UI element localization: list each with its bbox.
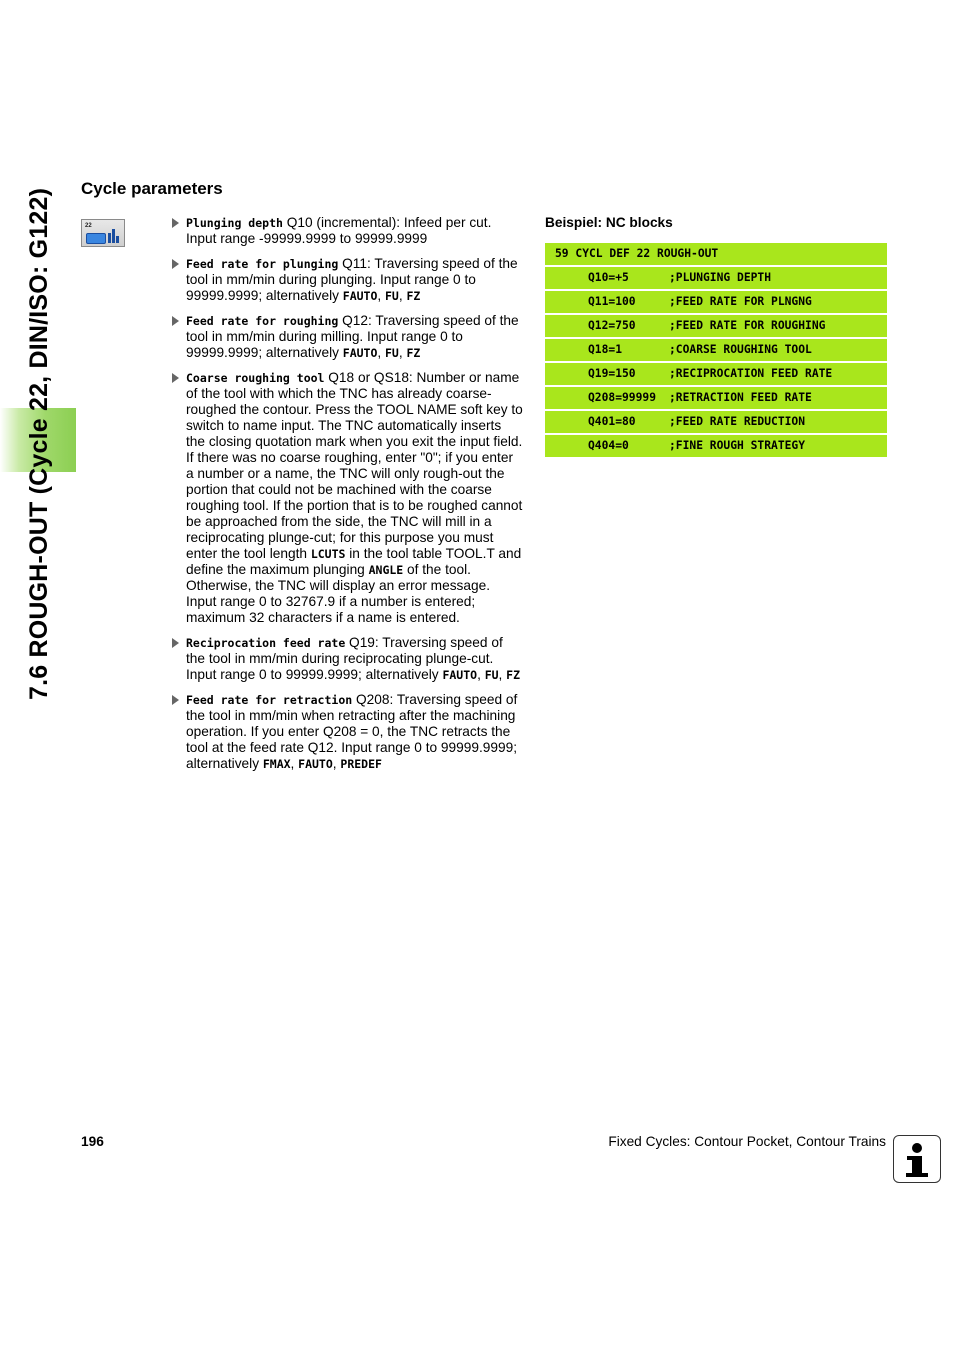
param-code: FAUTO: [442, 668, 478, 682]
param-code: FMAX: [262, 757, 291, 771]
param-code: FAUTO: [342, 289, 378, 303]
param-reciprocation-feed: Reciprocation feed rate Q19: Traversing speed of the tool in mm/min during reciprocating plunge-cut. Input range 0 to 99999.9999; alternatively FAUTO, FU, FZ: [172, 635, 524, 683]
nc-param: Q208=99999: [588, 391, 657, 404]
nc-header-row: 59 CYCL DEF 22 ROUGH-OUT: [545, 243, 887, 265]
param-desc: Q18 or QS18: Number or name of the tool with which the TNC has already coarse-roughed the contour. Press the TOOL NAME soft key to switch to name input. The TNC automatically inserts the closing quotation mark when you exit the input field. If there was no coarse roughing, enter "0"; if you enter a number or a name, the TNC will only rough-out the portion that could not be machined with the coarse roughing tool. If the portion that is to be roughed cannot be approached from the side, the TNC will mill in a reciprocating plunge-cut; for this purpose you must enter the tool length: [186, 370, 523, 561]
bullet-arrow-icon: [172, 373, 179, 383]
nc-row: [545, 291, 887, 313]
bullet-arrow-icon: [172, 218, 179, 228]
param-desc: in the tool table TOOL.T and define the maximum plunging: [186, 546, 522, 577]
nc-comment: ;RECIPROCATION FEED RATE: [669, 367, 833, 380]
param-feed-plunging: Feed rate for plunging Q11: Traversing speed of the tool in mm/min during plunging. Input range 0 to 99999.9999; alternatively FAUTO, FU, FZ: [172, 256, 524, 304]
nc-param: Q19=150: [588, 367, 636, 380]
cycle-icon-number: 22: [85, 223, 92, 229]
tool-bars-icon: [108, 229, 120, 243]
side-title: [26, 180, 52, 700]
page-number: 196: [81, 1134, 104, 1149]
nc-row: [545, 339, 887, 361]
param-desc: Q208: Traversing speed of the tool in mm/min when retracting after the machining operation. If you enter Q208 = 0, the TNC retracts the tool at the feed rate Q12. Input range 0 to 99999.9999; alternatively: [186, 692, 518, 771]
param-name: Feed rate for roughing: [186, 314, 339, 328]
param-code: PREDEF: [340, 757, 382, 771]
param-code: FU: [385, 289, 399, 303]
param-code: FZ: [406, 346, 421, 360]
nc-row: [545, 435, 887, 457]
nc-row: [545, 411, 887, 433]
param-code: FZ: [406, 289, 421, 303]
param-code: ANGLE: [368, 563, 404, 577]
param-desc: Q10 (incremental): Infeed per cut. Input range -99999.9999 to 99999.9999: [186, 215, 492, 246]
nc-block-list: [545, 243, 887, 459]
bullet-arrow-icon: [172, 638, 179, 648]
nc-param: Q18=1: [588, 343, 623, 356]
nc-row: [545, 387, 887, 409]
nc-row: [545, 267, 887, 289]
param-name: Plunging depth: [186, 216, 283, 230]
section-title: Cycle parameters: [81, 179, 223, 198]
param-code: FU: [385, 346, 399, 360]
param-feed-roughing: Feed rate for roughing Q12: Traversing speed of the tool in mm/min during milling. Input range 0 to 99999.9999; alternatively FAUTO, FU, FZ: [172, 313, 524, 361]
nc-param: Q11=100: [588, 295, 636, 308]
param-retraction-feed: Feed rate for retraction Q208: Traversing speed of the tool in mm/min when retracting after the machining operation. If you enter Q208 = 0, the TNC retracts the tool at the feed rate Q12. Input range 0 to 99999.9999; alternatively FMAX, FAUTO, PREDEF: [172, 692, 524, 772]
param-desc: Q12: Traversing speed of the tool in mm/min during milling. Input range 0 to 99999.9999; alternatively: [186, 313, 519, 360]
example-heading: Beispiel: NC blocks: [545, 215, 673, 230]
param-desc: Q11: Traversing speed of the tool in mm/min during plunging. Input range 0 to 99999.9999; alternatively: [186, 256, 518, 303]
param-coarse-roughing-tool: [172, 370, 524, 626]
param-plunging-depth: [172, 215, 524, 247]
pocket-shape-icon: [86, 233, 106, 244]
nc-comment: ;COARSE ROUGHING TOOL: [669, 343, 812, 356]
param-desc: of the tool. Otherwise, the TNC will display an error message. Input range 0 to 32767.9 if a number is entered; maximum 32 characters if a name is entered.: [186, 562, 491, 625]
param-desc: Q19: Traversing speed of the tool in mm/min during reciprocating plunge-cut. Input range 0 to 99999.9999; alternatively: [186, 635, 503, 682]
param-code: FZ: [506, 668, 521, 682]
param-name: Reciprocation feed rate: [186, 636, 346, 650]
parameter-list: [172, 215, 524, 781]
bullet-arrow-icon: [172, 259, 179, 269]
nc-row: [545, 315, 887, 337]
param-name: Coarse roughing tool: [186, 371, 325, 385]
nc-param: Q401=80: [588, 415, 636, 428]
nc-comment: ;FINE ROUGH STRATEGY: [669, 439, 806, 452]
nc-param: Q12=750: [588, 319, 636, 332]
bullet-arrow-icon: [172, 695, 179, 705]
nc-row: [545, 363, 887, 385]
param-name: Feed rate for retraction: [186, 693, 353, 707]
param-code: FU: [484, 668, 499, 682]
info-icon: [893, 1135, 941, 1183]
param-code: LCUTS: [310, 547, 346, 561]
nc-comment: ;PLUNGING DEPTH: [669, 271, 772, 284]
param-name: Feed rate for plunging: [186, 257, 339, 271]
bullet-arrow-icon: [172, 316, 179, 326]
side-title-text: 7.6 ROUGH-OUT (Cycle 22, DIN/ISO: G122): [25, 187, 53, 700]
nc-param: Q404=0: [588, 439, 629, 452]
nc-comment: ;FEED RATE FOR PLNGNG: [669, 295, 812, 308]
param-code: FAUTO: [342, 346, 378, 360]
param-code: FAUTO: [298, 757, 333, 771]
nc-param: Q10=+5: [588, 271, 629, 284]
chapter-footer: Fixed Cycles: Contour Pocket, Contour Trains: [608, 1134, 886, 1149]
nc-comment: ;FEED RATE FOR ROUGHING: [669, 319, 826, 332]
nc-comment: ;FEED RATE REDUCTION: [669, 415, 806, 428]
nc-comment: ;RETRACTION FEED RATE: [669, 391, 812, 404]
cycle-22-icon: [81, 219, 125, 247]
